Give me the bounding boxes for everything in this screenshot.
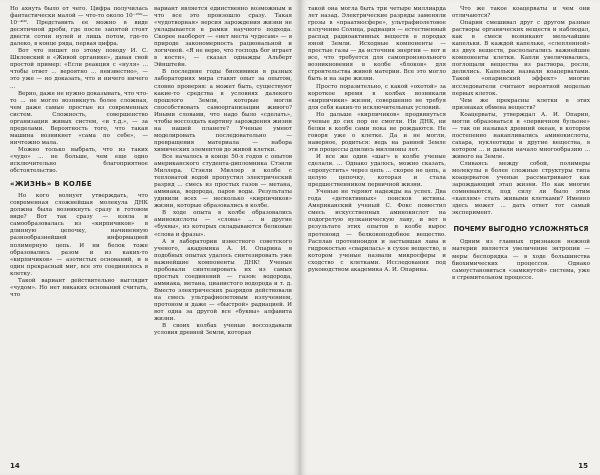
paragraph: Все началось в конце 50-х годов с опытов американского студента-дипломника Стэнли Миллера. Стэнли Миллер в колбе с тепловатой водой пропустил электрический разряд ... смесь из простых газов — метана, аммиака, водорода, паров воды. Результаты удивили всех — несколько «кирпичиков» жизни, которые образовались в колбе. [154, 153, 292, 210]
paragraph: Одним из главных признаков нежной материи является увеличение энтропии — меры беспорядка — в ходе большинства биохимических процессов. Однако самоустановиться «замкнутой» система, уже в стремительном процессе. [452, 239, 590, 281]
paragraph: И все же один «шаг» в колбе ученые сделали. ... Однако удалось, можно сказать, «пропустить» через цепь ... скорее не цепь, а целую цепочку, которая и стала предшественником первичной жизни. [308, 153, 446, 189]
paragraph: Но кого волнует утверждать, что современная сложнейшая молекула ДНК должна была возникнуть сразу в готовом виде? Вот так сразу — взяла и самообразовалась из «кирпичиков» в длинную цепочку, начиненную разнообразнейшей информацией полимерную цепь. И ни белок тоже образовались разом и из каких-то «кирпичиков» — азотистых оснований, и в один прекрасный миг, все это соединилось в клетку. [10, 193, 148, 277]
paragraph: Коацерваты, утверждал А. И. Опарин, могли образоваться в «первичном бульоне» — так он называл древний океан, в котором постепенно накапливались аминокислоты, сахара, нуклеотиды и другие вещества, в котором ... и давали начало многообразию ... живого на Земле. [452, 111, 590, 160]
paragraph: Верно, даже не нужно доказывать, что что-то ... не могло возникнуть более сложная, чем даже самые простые из современных систем. Сложность, совершенство организации живых систем, «и т.д.», — за пределами. Вероятность того, что такая машина возникнет «сама по себе», — ничтожно мала. [10, 90, 148, 146]
section-title: «ЖИЗНЬ» В КОЛБЕ [10, 180, 92, 189]
paragraph: Что же такое коацерваты и чем они отличаются? [452, 6, 590, 20]
paragraph: В своих колбах ученые воссоздавали условия древней Земли, которая [154, 323, 292, 337]
paragraph: Можно только выбрать, что из таких «чудо» ... не больше, чем еще одно исключительно благоприятное обстоятельство. [10, 146, 148, 175]
right-column-2 [452, 6, 590, 457]
left-column-1 [10, 6, 148, 457]
paragraph: такой она могла быть три четыре миллиарда лет назад. Электрические разряды заменяли грозы в «праатмосфере», ультрафиолетовое излучение Солнца, радиация — естественный распад радиоактивных веществ в породах юной Земли. Исходные компоненты — простые газы — да источник энергии — вот и все, что требуется для самопроизвольного возникновения в колбе «блоков» для строительства живой материи. Все это могло быть и на заре жизни. [308, 6, 446, 83]
paragraph: Чем же прекрасны клетки в этих признаках обмена веществ? [452, 97, 590, 111]
paragraph: А в лаборатории известного советского ученого, академика А. И. Опарина в подобных опытах удалось синтезировать уже важнейшие компоненты ДНК! Ученые пробовали синтезировать их из самых простых соединений — газов: водорода, аммиака, метана, цианистого водорода и т. д. Вместо электрических разрядов действовали на смесь ультрафиолетовым излучением, протоном и даже — «быстрой» радиацией. И вот одна за другой все «буквы» алфавита жизни. [154, 238, 292, 323]
paragraph: Сливаясь между собой, полимеры молекулы в более сложные структуры типа коацерватов ученые рассматривают как зарождающий этап жизни. Но как многие сомневаются, под силу ли было этим «каплям» стать живыми клетками? Именно здесь может ... дать ответ тот самый эксперимент. [452, 161, 590, 217]
paragraph: Такой вариант действительно выглядит «чудом». Но нет никаких оснований считать, что [10, 277, 148, 298]
paragraph: Но ахнуть было от чего. Цифра получилась фантастически малой — что-то около 10⁻²⁵⁰—10⁻⁴⁰⁰. Представить ее можно в виде десятичной дроби, где после запятой стоят двести сотни нулей и лишь потом, где-то далеко, в конце ряда, первая цифра. [10, 6, 148, 48]
paragraph: Просто поразительно, с какой «охотой» за короткое время в колбах возникали «кирпичики» жизни, совершенно не требуя для себя каких-то исключительных условий. [308, 83, 446, 111]
paragraph: Вот что пишет по этому поводу И. С. Шкловский в «Живой органике», давая свой простой пример: «Если реакция с «нуля» ... чтобы ответ ... вероятно ... неизвестно», — это уже — но доказать, что и ничего ничего ... [10, 48, 148, 90]
paragraph: В последние годы биохимики в разных лабораториях мира ставят опыт за опытом, словно проверяя: а может быть, существуют какие-то средства в условиях далекого прошлого Земли, которые могли способствовать самоорганизации живого? Иными словами, что надо было «сделать», чтобы воссоздать картину зарождения жизни на нашей планете? Ученые умеют моделировать последовательно — превращения материала — набора химических элементов до живой клетки. [154, 69, 292, 153]
paragraph: Ученые не теряют надежды на успех. Два года «детективных» поисков истины. Американский ученый С. Фокс поместил смесь искусственных аминокислот на подогретую вулканическую лаву, и вот в результате этих опытов в колбе вырос протеноид — белковоподобное вещество. Расплав протеиноидов и застывшая лава и гидрокостью «сварилась» в сухое вещество, в котором ученые назвали микросферы и сходство с клетками. Исследования под руководством академика А. И. Опарина. [308, 189, 446, 273]
paragraph: Опарин смешивал друг с другом разные растворы органических веществ и наблюдал, как в смеси возникают мельчайшие капельки. В каждой капельке, «слепленной» из двух веществ, располагались важнейшие компоненты клетки. Капли увеличивались, поглощали вещества из раствора, росли, делились. Капельки назвали коацерватами. Такой «опаринский эффект» многие исследователи считают вероятной моделью первых клеток. [452, 20, 590, 97]
section-title: ПОЧЕМУ ВЫГОДНО УСЛОЖНЯТЬСЯ [453, 225, 589, 234]
page-number: 15 [578, 462, 588, 470]
left-column-2 [154, 6, 292, 457]
page-number: 14 [10, 462, 20, 470]
paragraph: Но дальше «кирпичиков» продвинуться ученые до сих пор не смогли. Ни ДНК, ни белки в колбе сами пока не рождаются. Не говоря уже о клетке. Да и не могли, наверное, родиться: ведь на ранней Земле эти процессы длились миллионы лет. [308, 111, 446, 153]
paragraph: В ходе опыта в колбе образовались аминокислоты — «слова» ... и другие «буквы», из которых складываются белковые «слова и фразы». [154, 210, 292, 238]
paragraph: вариант является единственно возможным и что все это произошло сразу. Такая «чудотворная» версия зарождения жизни не укладывается в рамки научного подхода. Скорее наоборот — «нет места чудесам» — в природе закономерность рациональной и логичной. «Я не верю, что господь бог играет в кости», — сказал однажды Альберт Эйнштейн. [154, 6, 292, 69]
right-page [300, 0, 600, 475]
right-column-1 [308, 6, 446, 457]
